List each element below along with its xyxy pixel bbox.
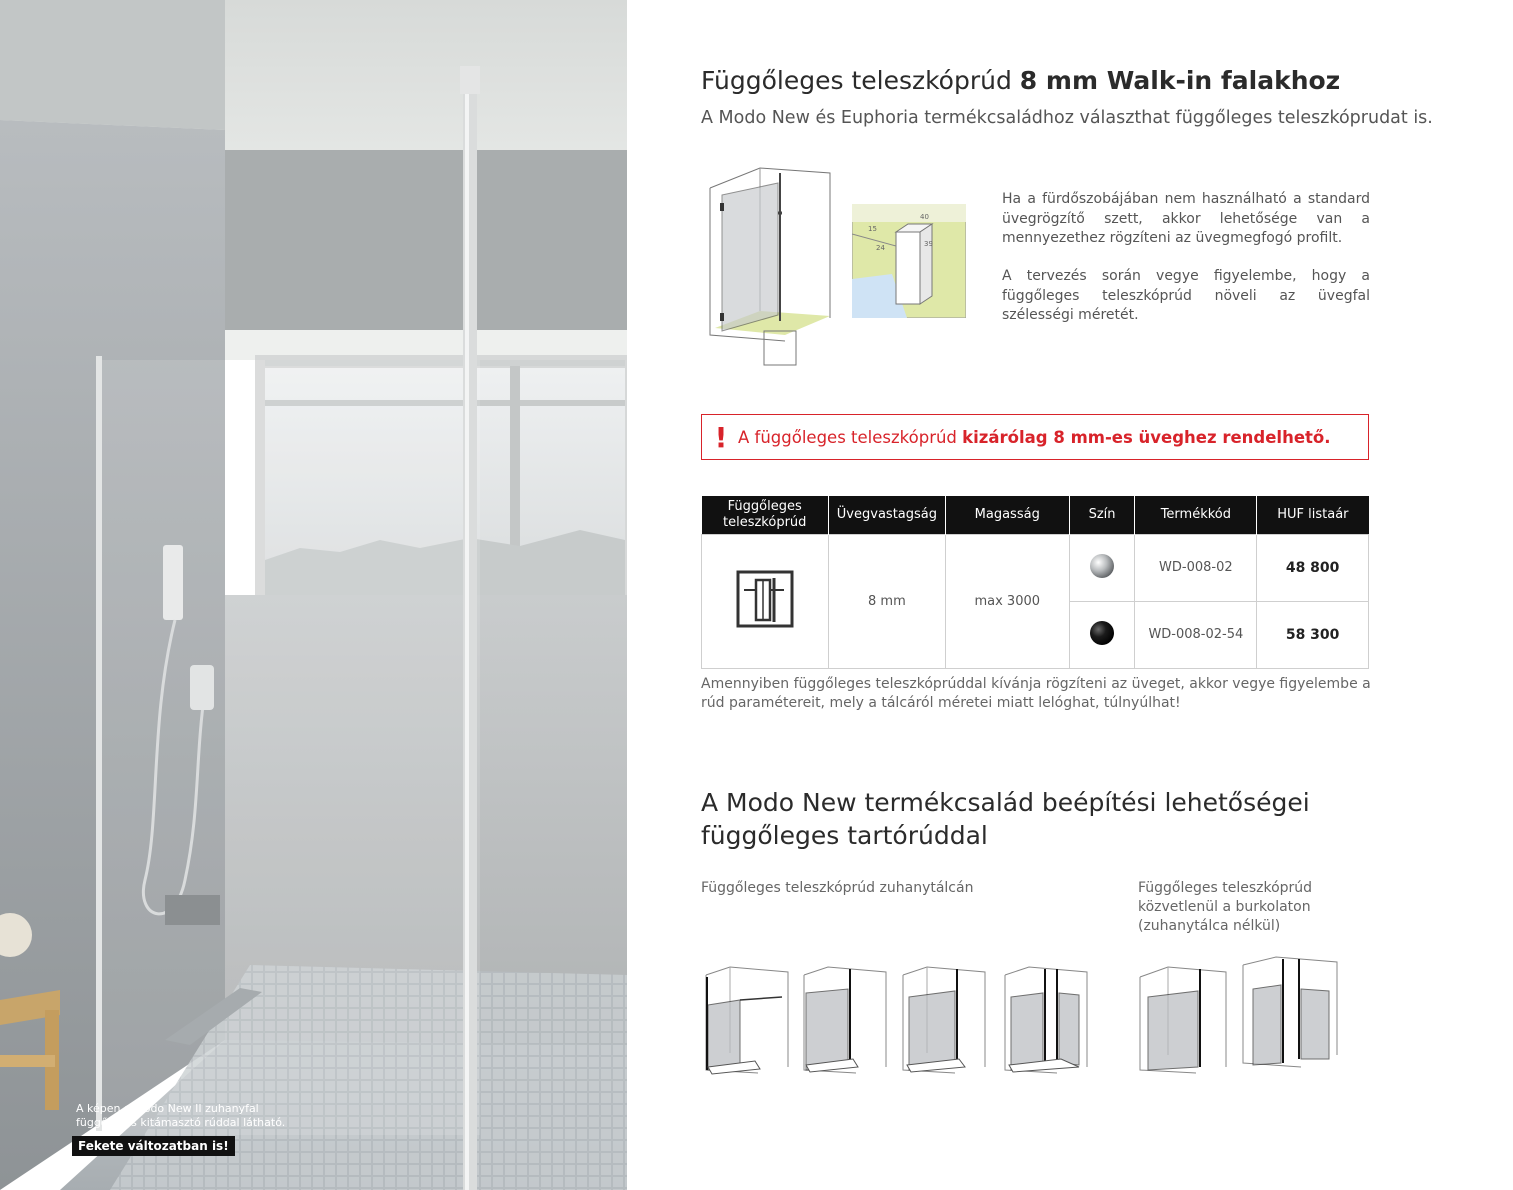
dim-label-40: 40 <box>920 213 929 221</box>
color-cell <box>1069 534 1135 601</box>
section1-title-regular: Függőleges teleszkóprúd <box>701 66 1020 95</box>
floor-label-line2: közvetlenül a burkolaton <box>1138 899 1311 915</box>
header-color: Szín <box>1069 496 1135 534</box>
code-cell: WD-008-02-54 <box>1135 601 1257 668</box>
floor-label-line3: (zuhanytálca nélkül) <box>1138 918 1281 934</box>
header-code: Termékkód <box>1135 496 1257 534</box>
floor-label <box>1138 879 1358 936</box>
chrome-ball-icon <box>1088 552 1116 580</box>
variant-tray-1 <box>706 967 788 1074</box>
product-icon-cell <box>702 534 829 668</box>
product-table <box>701 496 1369 669</box>
price-cell: 58 300 <box>1257 601 1369 668</box>
table-header-row <box>702 496 1369 534</box>
telescopic-rod-icon <box>736 570 794 628</box>
table-row <box>702 534 1369 601</box>
photo-caption <box>76 1102 285 1130</box>
variant-floor-2 <box>1243 957 1337 1067</box>
header-product: Függőleges teleszkóprúd <box>702 496 829 534</box>
section1-title <box>701 66 1340 95</box>
code-cell: WD-008-02 <box>1135 534 1257 601</box>
section2-title-line2: függőleges tartórúddal <box>701 821 988 850</box>
height-cell: max 3000 <box>945 534 1069 668</box>
price-cell: 48 800 <box>1257 534 1369 601</box>
variant-tray-4 <box>1005 967 1087 1073</box>
variant-floor-1 <box>1140 967 1226 1073</box>
photo-caption-line2: függőleges kitámasztó rúddal látható. <box>76 1116 286 1129</box>
intro-paragraph-2: A tervezés során vegye figyelembe, hogy a függőleges teleszkóprúd növeli az üvegfal szélességi méretét. <box>1002 268 1370 323</box>
thickness-cell: 8 mm <box>828 534 945 668</box>
black-ball-icon <box>1088 619 1116 647</box>
exclamation-icon: ! <box>714 420 728 454</box>
section2-title <box>701 786 1310 852</box>
section1-subtitle: A Modo New és Euphoria termékcsaládhoz választhat függőleges teleszkóprudat is. <box>701 108 1433 128</box>
photo-caption-line1: A képen a Modo New II zuhanyfal <box>76 1102 259 1115</box>
tray-label: Függőleges teleszkóprúd zuhanytálcán <box>701 880 974 896</box>
warning-text <box>738 428 1331 447</box>
installation-variants <box>700 955 1340 1075</box>
warning-box <box>701 414 1369 460</box>
header-height: Magasság <box>945 496 1069 534</box>
variant-tray-3 <box>903 967 985 1073</box>
installation-diagram <box>700 163 835 368</box>
dim-label-39: 39 <box>924 240 933 248</box>
dim-label-15: 15 <box>868 225 877 233</box>
warning-text-regular: A függőleges teleszkóprúd <box>738 427 963 447</box>
floor-label-line1: Függőleges teleszkóprúd <box>1138 880 1313 896</box>
table-note: Amennyiben függőleges teleszkóprúddal kívánja rögzíteni az üveget, akkor vegye figyelembe a rúd paramétereit, mely a tálcáról méretei miatt lelóghat, túlnyúlhat! <box>701 676 1371 711</box>
profile-detail-diagram <box>852 204 966 318</box>
section2-title-line1: A Modo New termékcsalád beépítési lehetőségei <box>701 788 1310 817</box>
variant-tray-2 <box>804 967 886 1073</box>
black-version-badge: Fekete változatban is! <box>72 1136 235 1156</box>
section1-title-bold: 8 mm Walk-in falakhoz <box>1019 66 1341 95</box>
intro-paragraph-1: Ha a fürdőszobájában nem használható a standard üvegrögzítő szett, akkor lehetősége van a mennyezethez rögzíteni az üvegmegfogó profilt. <box>1002 191 1370 246</box>
header-price: HUF listaár <box>1257 496 1369 534</box>
shower-photo <box>0 0 627 1190</box>
color-cell <box>1069 601 1135 668</box>
header-thickness: Üvegvastagság <box>828 496 945 534</box>
dim-label-24: 24 <box>876 244 885 252</box>
warning-text-bold: kizárólag 8 mm-es üveghez rendelhető. <box>962 427 1331 447</box>
